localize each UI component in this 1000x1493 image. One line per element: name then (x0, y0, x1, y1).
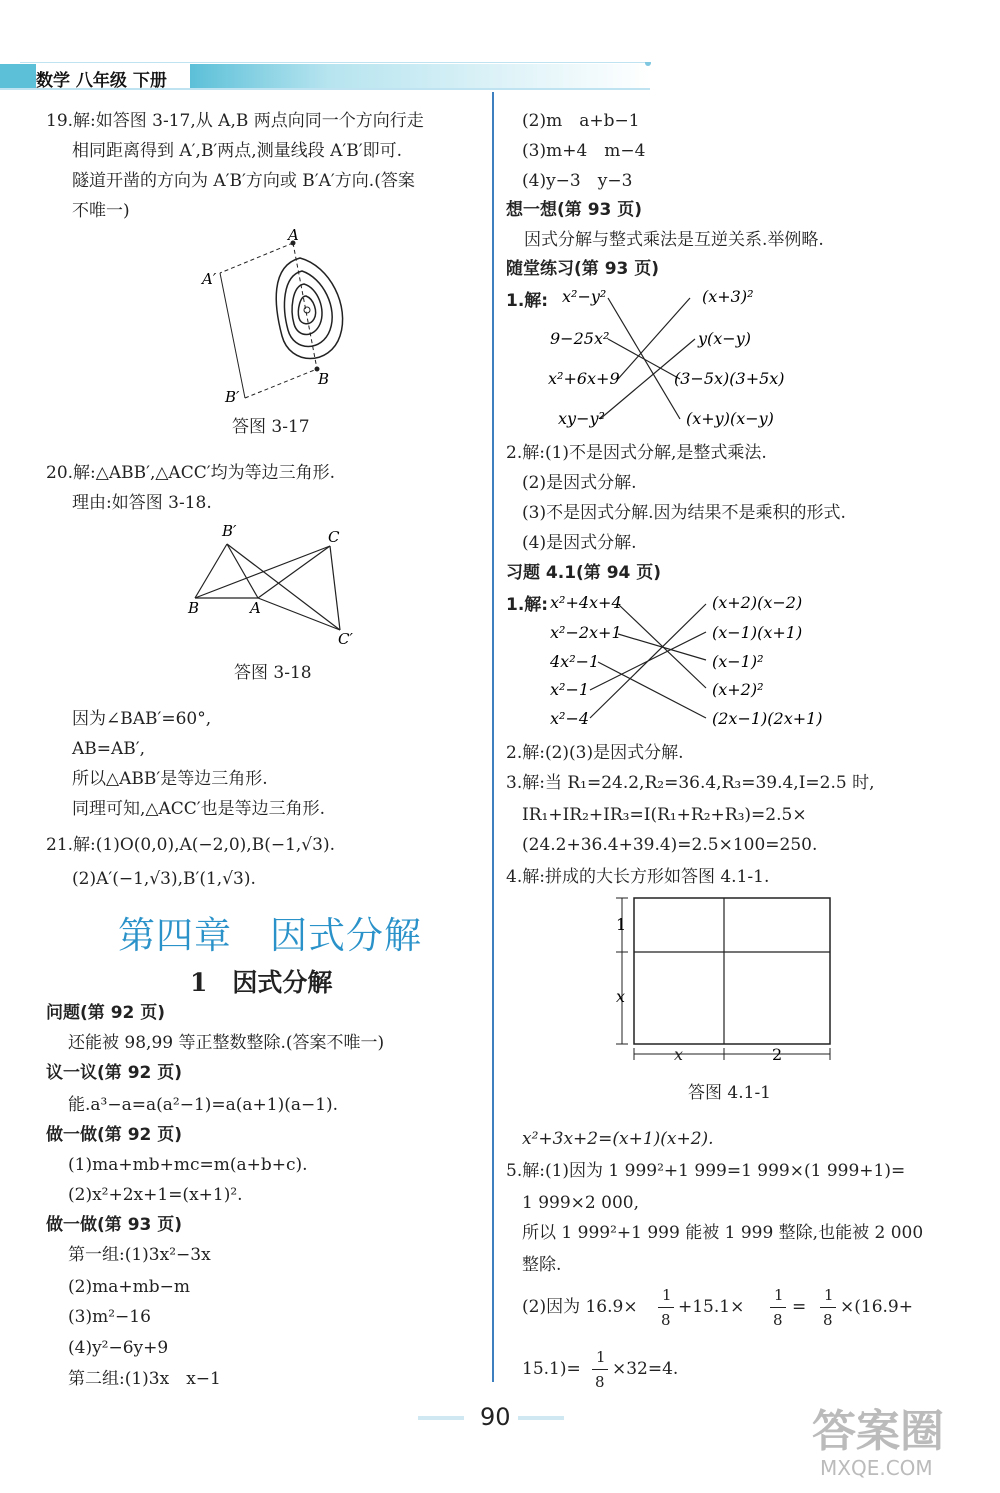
answer-line: IR₁+IR₂+IR₃=I(R₁+R₂+R₃)=2.5× (522, 805, 807, 825)
subheading: 议一议(第 92 页) (46, 1063, 183, 1083)
figure-caption: 答图 3-17 (232, 417, 310, 437)
match-label: 1.解: (506, 595, 549, 615)
figure-4-1-1 (604, 894, 840, 1064)
q20-line: AB=AB′, (72, 739, 146, 759)
q21-line: (2)A′(−1,√3),B′(1,√3). (72, 869, 256, 889)
figure-3-18 (180, 518, 370, 648)
q20-line: 所以△ABB′是等边三角形. (72, 769, 268, 789)
fraction-bar (820, 1307, 836, 1308)
answer-fragment: ×32=4. (612, 1359, 679, 1379)
subheading: 随堂练习(第 93 页) (506, 259, 660, 279)
answer-line: (4)y²−6y+9 (68, 1338, 169, 1358)
q19-line: 不唯一) (72, 201, 130, 221)
answer-line: 1 999×2 000, (522, 1193, 639, 1213)
chapter-title: 第四章 因式分解 (118, 914, 422, 957)
label-B: B (318, 370, 330, 388)
answer-line: 4.解:拼成的大长方形如答图 4.1-1. (506, 867, 770, 887)
watermark-logo: 答案圈 (812, 1406, 944, 1457)
answer-line: 所以 1 999²+1 999 能被 1 999 整除,也能被 2 000 (522, 1223, 924, 1243)
answer-fragment: = (792, 1297, 807, 1317)
matching-diagram-1 (540, 282, 800, 442)
dashed-line-BB' (245, 369, 317, 398)
match-left-item: x²+6x+9 (548, 369, 620, 388)
contour-line (298, 296, 315, 324)
dimension-label-2: 2 (772, 1045, 783, 1064)
fraction-numerator: 1 (596, 1348, 606, 1366)
answer-line: (2)x²+2x+1=(x+1)². (68, 1185, 243, 1205)
fraction-bar (770, 1307, 786, 1308)
answer-line: (3)m+4 m−4 (522, 141, 646, 161)
match-right-item: (x+y)(x−y) (686, 409, 774, 428)
watermark-url: MXQE.COM (820, 1456, 933, 1480)
fraction-numerator: 1 (774, 1286, 784, 1304)
answer-line: 5.解:(1)因为 1 999²+1 999=1 999×(1 999+1)= (506, 1161, 906, 1181)
q20-line: 因为∠BAB′=60°, (72, 709, 212, 729)
answer-line: (2)m a+b−1 (522, 111, 640, 131)
match-right-item: (2x−1)(2x+1) (712, 709, 823, 728)
answer-line: (4)是因式分解. (522, 533, 637, 553)
answer-line: x²+3x+2=(x+1)(x+2). (522, 1129, 714, 1149)
match-right-item: y(x−y) (698, 329, 751, 348)
dimension-label-x: x (674, 1045, 684, 1064)
match-left-item: xy−y² (558, 409, 605, 428)
label-B-prime: B′ (222, 522, 237, 540)
match-left-item: x²−2x+1 (550, 623, 622, 642)
label-B: B (188, 599, 200, 617)
answer-line: 能.a³−a=a(a²−1)=a(a+1)(a−1). (68, 1095, 339, 1115)
match-left-item: 4x²−1 (550, 652, 600, 671)
fraction-denominator: 8 (823, 1311, 833, 1329)
match-right-item: (x−1)² (712, 652, 764, 671)
fraction-bar (658, 1307, 674, 1308)
dashed-line-AB (293, 243, 317, 369)
fraction-denominator: 8 (661, 1311, 671, 1329)
match-right-item: (x+2)(x−2) (712, 593, 803, 612)
match-label: 1.解: (506, 291, 549, 311)
page-number: 90 (480, 1403, 511, 1431)
fraction-denominator: 8 (773, 1311, 783, 1329)
fraction-numerator: 1 (824, 1286, 834, 1304)
q19-line: 隧道开凿的方向为 A′B′方向或 B′A′方向.(答案 (72, 171, 415, 191)
q20-line: 理由:如答图 3-18. (72, 493, 212, 513)
fraction-denominator: 8 (595, 1373, 605, 1391)
match-right-item: (x+2)² (712, 680, 764, 699)
answer-line: 2.解:(2)(3)是因式分解. (506, 743, 684, 763)
label-A: A (288, 226, 299, 244)
answer-line: 第一组:(1)3x²−3x (68, 1245, 211, 1265)
subheading: 想一想(第 93 页) (506, 200, 643, 220)
section-title: 1 因式分解 (190, 968, 333, 997)
match-left-item: x²−y² (562, 287, 607, 306)
label-A: A (250, 599, 261, 617)
segment-A'B' (220, 273, 245, 398)
match-right-item: (x−1)(x+1) (712, 623, 803, 642)
figure-3-17 (190, 226, 370, 416)
figure-caption: 答图 4.1-1 (688, 1083, 771, 1103)
q19-line: 19.解:如答图 3-17,从 A,B 两点向同一个方向行走 (46, 111, 424, 131)
answer-fragment: +15.1× (678, 1297, 745, 1317)
answer-line: 2.解:(1)不是因式分解,是整式乘法. (506, 443, 767, 463)
subheading: 做一做(第 92 页) (46, 1125, 183, 1145)
label-B-prime: B′ (225, 388, 240, 406)
figure-caption: 答图 3-18 (234, 663, 312, 683)
answer-line: (3)不是因式分解.因为结果不是乘积的形式. (522, 503, 846, 523)
book-title: 数学 八年级 下册 (36, 71, 167, 91)
subheading: 问题(第 92 页) (46, 1003, 166, 1023)
contour-line (304, 307, 310, 313)
answer-line: (2)是因式分解. (522, 473, 637, 493)
q20-line: 20.解:△ABB′,△ACC′均为等边三角形. (46, 463, 335, 483)
answer-line: (3)m²−16 (68, 1307, 151, 1327)
q20-line: 同理可知,△ACC′也是等边三角形. (72, 799, 326, 819)
answer-line: 3.解:当 R₁=24.2,R₂=36.4,R₃=39.4,I=2.5 时, (506, 773, 875, 793)
match-right-item: (3−5x)(3+5x) (674, 369, 785, 388)
answer-line: 因式分解与整式乘法是互逆关系.举例略. (524, 230, 824, 250)
match-left-item: x²−1 (550, 680, 590, 699)
fraction-numerator: 1 (662, 1286, 672, 1304)
match-left-item: 9−25x² (550, 329, 610, 348)
label-C: C (328, 528, 340, 546)
subheading: 做一做(第 93 页) (46, 1215, 183, 1235)
answer-line: 第二组:(1)3x x−1 (68, 1369, 221, 1389)
answer-line: 还能被 98,99 等正整数整除.(答案不唯一) (68, 1033, 385, 1053)
match-left-item: x²−4 (550, 709, 590, 728)
column-divider (492, 92, 494, 1382)
fraction-bar (592, 1369, 608, 1370)
answer-line: (24.2+36.4+39.4)=2.5×100=250. (522, 835, 818, 855)
dashed-line-AA' (220, 243, 293, 273)
matching-diagram-2 (546, 588, 846, 734)
label-C-prime: C′ (338, 630, 353, 648)
q19-line: 相同距离得到 A′,B′两点,测量线段 A′B′即可. (72, 141, 402, 161)
answer-line: (2)ma+mb−m (68, 1277, 190, 1297)
answer-fragment: ×(16.9+ (840, 1297, 913, 1317)
match-left-item: x²+4x+4 (550, 593, 622, 612)
answer-line: (1)ma+mb+mc=m(a+b+c). (68, 1155, 308, 1175)
dimension-label-1: 1 (616, 915, 627, 934)
answer-fragment: 15.1)= (522, 1359, 581, 1379)
dimension-label-x: x (616, 987, 626, 1006)
q21-line: 21.解:(1)O(0,0),A(−2,0),B(−1,√3). (46, 835, 335, 855)
answer-line: 整除. (522, 1255, 562, 1275)
match-right-item: (x+3)² (702, 287, 754, 306)
answer-line: (4)y−3 y−3 (522, 171, 633, 191)
label-A-prime: A′ (202, 270, 217, 288)
answer-fragment: (2)因为 16.9× (522, 1297, 638, 1317)
contour-line (292, 284, 322, 335)
subheading: 习题 4.1(第 94 页) (506, 563, 662, 583)
